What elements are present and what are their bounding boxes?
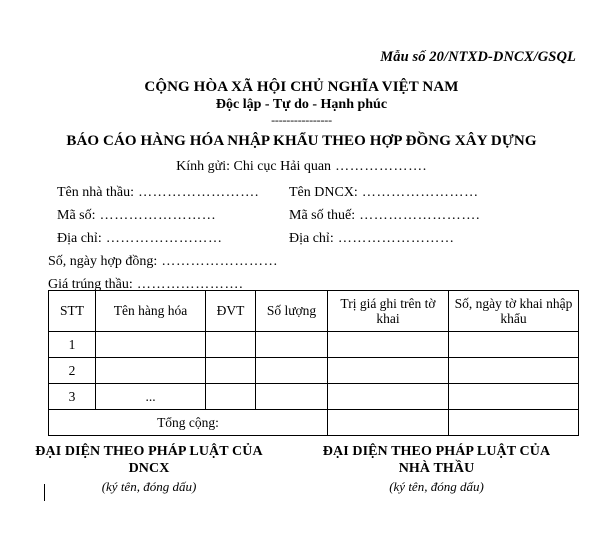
total-declaration-no[interactable] [449, 410, 579, 436]
signature-title-contractor-line1: ĐẠI DIỆN THEO PHÁP LUẬT CỦA [322, 444, 551, 459]
cell-declaration-no[interactable] [449, 384, 579, 410]
field-block [48, 181, 548, 296]
signature-title-contractor-line2: NHÀ THẦU [398, 461, 475, 477]
signature-block-contractor [294, 443, 579, 497]
contract-leader: …………………… [157, 254, 279, 269]
epz-name-leader: …………………… [357, 185, 479, 200]
epz-address-leader: …………………… [333, 231, 455, 246]
table-header [49, 291, 579, 332]
field-row-names [48, 181, 548, 204]
contractor-name-field[interactable] [57, 181, 259, 204]
contractor-address-label: Địa chỉ: [57, 231, 102, 246]
national-heading-block [0, 79, 603, 127]
signature-title-epz-line1: ĐẠI DIỆN THEO PHÁP LUẬT CỦA [35, 444, 263, 459]
cell-goods-name[interactable]: ... [96, 384, 206, 410]
cell-unit[interactable] [206, 358, 256, 384]
cell-goods-name[interactable] [96, 358, 206, 384]
column-header-goods-name: Tên hàng hóa [96, 291, 206, 332]
field-row-codes [48, 204, 548, 227]
total-declared-value[interactable] [328, 410, 449, 436]
text-caret [44, 484, 45, 501]
cell-goods-name[interactable] [96, 332, 206, 358]
cell-declared-value[interactable] [328, 358, 449, 384]
cell-stt: 2 [49, 358, 96, 384]
tax-code-label: Mã số thuế: [289, 208, 356, 223]
contractor-address-leader: …………………… [101, 231, 223, 246]
cell-declared-value[interactable] [328, 384, 449, 410]
tax-code-field[interactable] [289, 204, 480, 227]
cell-declaration-no[interactable] [449, 358, 579, 384]
contractor-address-field[interactable] [57, 227, 223, 250]
signature-area [0, 443, 603, 497]
table-row[interactable] [49, 332, 579, 358]
national-heading: CỘNG HÒA XÃ HỘI CHỦ NGHĨA VIỆT NAM [144, 79, 459, 95]
cell-quantity[interactable] [256, 358, 328, 384]
cell-stt: 3 [49, 384, 96, 410]
code-label: Mã số: [57, 208, 96, 223]
contract-field[interactable] [48, 250, 278, 273]
winning-price-label: Giá trúng thầu: [48, 277, 133, 292]
contract-label: Số, ngày hợp đồng: [48, 254, 158, 269]
code-leader: …………………… [95, 208, 217, 223]
cell-unit[interactable] [206, 384, 256, 410]
signature-title-epz-line2: DNCX [128, 461, 170, 477]
signature-note-epz: (ký tên, đóng dấu) [101, 479, 197, 495]
code-field[interactable] [57, 204, 216, 227]
recipient-leader: ………………. [331, 159, 427, 174]
table-row[interactable] [49, 358, 579, 384]
table-header-row [49, 291, 579, 332]
contractor-name-leader: ……………………. [133, 185, 259, 200]
column-header-declaration-no: Số, ngày tờ khai nhập khẩu [449, 291, 579, 332]
national-motto: Độc lập - Tự do - Hạnh phúc [215, 97, 388, 113]
field-row-contract [48, 250, 548, 273]
heading-separator: ---------------- [271, 113, 332, 128]
cell-quantity[interactable] [256, 332, 328, 358]
epz-address-label: Địa chỉ: [289, 231, 334, 246]
column-header-unit: ĐVT [206, 291, 256, 332]
form-code: Mẫu số 20/NTXD-DNCX/GSQL [380, 49, 576, 65]
table-body [49, 332, 579, 436]
epz-name-field[interactable] [289, 181, 479, 204]
table-total-row [49, 410, 579, 436]
winning-price-leader: …………………. [132, 277, 244, 292]
recipient-label: Kính gửi: Chi cục Hải quan [176, 159, 332, 174]
signature-note-contractor: (ký tên, đóng dấu) [389, 479, 484, 495]
epz-address-field[interactable] [289, 227, 455, 250]
field-row-addresses [48, 227, 548, 250]
epz-name-label: Tên DNCX: [289, 185, 358, 200]
total-label: Tổng cộng: [49, 410, 328, 436]
column-header-quantity: Số lượng [256, 291, 328, 332]
goods-table [48, 290, 579, 436]
table-row[interactable] [49, 384, 579, 410]
recipient-line [0, 159, 603, 175]
cell-declaration-no[interactable] [449, 332, 579, 358]
page-title: BÁO CÁO HÀNG HÓA NHẬP KHẨU THEO HỢP ĐỒNG XÂY DỰNG [66, 133, 537, 149]
signature-block-epz [8, 443, 290, 497]
cell-declared-value[interactable] [328, 332, 449, 358]
cell-stt: 1 [49, 332, 96, 358]
cell-quantity[interactable] [256, 384, 328, 410]
contractor-name-label: Tên nhà thầu: [57, 185, 134, 200]
tax-code-leader: ……………………. [355, 208, 481, 223]
column-header-declared-value: Trị giá ghi trên tờ khai [328, 291, 449, 332]
cell-unit[interactable] [206, 332, 256, 358]
column-header-stt: STT [49, 291, 96, 332]
